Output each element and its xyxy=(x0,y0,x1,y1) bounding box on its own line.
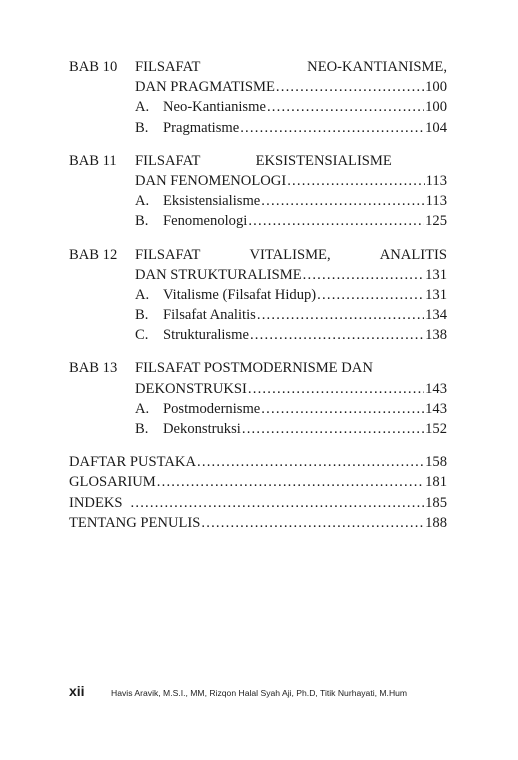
page-footer xyxy=(69,683,449,699)
dot-leader xyxy=(317,285,424,305)
section-letter: B. xyxy=(135,119,149,136)
toc-entry[interactable] xyxy=(69,265,447,285)
dot-leader xyxy=(242,419,424,439)
section-title: Vitalisme (Filsafat Hidup) xyxy=(163,286,317,303)
chapter-heading xyxy=(69,151,447,171)
toc-entry[interactable] xyxy=(69,379,447,399)
page-number: 181 xyxy=(425,474,447,491)
page-number: 134 xyxy=(425,307,447,324)
toc-entry[interactable] xyxy=(69,513,447,533)
chapter-title-word: ANALITIS xyxy=(379,246,447,263)
chapter-heading xyxy=(69,358,447,378)
dot-leader xyxy=(197,452,424,472)
page-number: 138 xyxy=(425,327,447,344)
page-number: 152 xyxy=(425,421,447,437)
page-number: 100 xyxy=(425,79,447,96)
section-title: Fenomenologi xyxy=(163,213,248,230)
section-letter: A. xyxy=(135,286,150,303)
chapter-title xyxy=(135,245,447,265)
toc-entry[interactable] xyxy=(69,171,447,191)
dot-leader xyxy=(131,493,425,513)
chapter-heading xyxy=(69,57,447,77)
page-number: 131 xyxy=(425,286,447,303)
section-letter: A. xyxy=(135,99,150,116)
section-letter: B. xyxy=(135,421,149,437)
toc-entry[interactable] xyxy=(69,452,447,472)
chapter-title-cont: DEKONSTRUKSI xyxy=(135,380,247,397)
dot-leader xyxy=(287,171,424,191)
back-matter-title: INDEKS xyxy=(69,494,123,511)
back-matter-title: DAFTAR PUSTAKA xyxy=(69,454,196,471)
toc-entry[interactable] xyxy=(69,472,447,492)
chapter-title-cont: DAN FENOMENOLOGI xyxy=(135,172,287,189)
section-letter: A. xyxy=(135,400,150,417)
dot-leader xyxy=(248,379,424,399)
page-folio: xii xyxy=(69,683,85,699)
dot-leader xyxy=(240,118,424,138)
toc-entry[interactable] xyxy=(69,97,447,117)
toc-entry[interactable] xyxy=(69,399,447,419)
toc-entry[interactable] xyxy=(69,211,447,231)
dot-leader xyxy=(261,399,424,419)
toc-entry[interactable] xyxy=(69,419,447,439)
back-matter-title: GLOSARIUM xyxy=(69,474,156,491)
chapter-title xyxy=(135,57,447,77)
section-letter: B. xyxy=(135,307,149,324)
section-title: Strukturalisme xyxy=(163,327,249,344)
toc-entry[interactable] xyxy=(69,118,447,138)
toc-entry[interactable] xyxy=(69,285,447,305)
chapter-title-cont: DAN STRUKTURALISME xyxy=(135,266,302,283)
dot-leader xyxy=(261,191,424,211)
section-title: Postmodernisme xyxy=(163,400,261,417)
chapter-title-word: FILSAFAT xyxy=(135,246,201,263)
page-number: 104 xyxy=(425,119,447,136)
page-number: 100 xyxy=(425,99,447,116)
toc-entry[interactable] xyxy=(69,191,447,211)
chapter-title-word: FILSAFAT xyxy=(135,152,201,169)
back-matter-title: TENTANG PENULIS xyxy=(69,514,201,531)
chapter-number: BAB 13 xyxy=(69,360,118,377)
dot-leader xyxy=(276,77,424,97)
chapter-title-word: FILSAFAT xyxy=(135,59,201,75)
chapter-title-word: EKSISTENSIALISME xyxy=(255,152,392,169)
page-number: 113 xyxy=(425,172,447,189)
table-of-contents xyxy=(69,57,447,533)
toc-entry[interactable] xyxy=(69,325,447,345)
toc-entry[interactable] xyxy=(69,77,447,97)
chapter-number: BAB 12 xyxy=(69,246,118,263)
page-number: 125 xyxy=(425,213,447,230)
dot-leader xyxy=(267,97,424,117)
page-number: 143 xyxy=(425,380,447,397)
section-title: Eksistensialisme xyxy=(163,193,261,210)
section-letter: B. xyxy=(135,213,149,230)
dot-leader xyxy=(303,265,424,285)
chapter-number: BAB 11 xyxy=(69,152,117,169)
running-footer-authors: Havis Aravik, M.S.I., MM, Rizqon Halal Syah Aji, Ph.D, Titik Nurhayati, M.Hum xyxy=(111,688,408,698)
page-number: 131 xyxy=(425,266,447,283)
section-title: Dekonstruksi xyxy=(163,421,241,437)
page-number: 188 xyxy=(425,514,447,531)
section-letter: A. xyxy=(135,193,150,210)
chapter-title: FILSAFAT POSTMODERNISME DAN xyxy=(135,360,373,377)
dot-leader xyxy=(201,513,424,533)
toc-entry[interactable] xyxy=(69,305,447,325)
chapter-number: BAB 10 xyxy=(69,59,118,75)
page-number: 158 xyxy=(425,454,447,471)
chapter-heading xyxy=(69,245,447,265)
section-title: Pragmatisme xyxy=(163,119,240,136)
chapter-title-word: VITALISME, xyxy=(249,246,331,263)
chapter-title-word: NEO-KANTIANISME, xyxy=(307,59,447,75)
dot-leader xyxy=(257,305,424,325)
section-letter: C. xyxy=(135,327,149,344)
section-title: Neo-Kantianisme xyxy=(163,99,266,116)
toc-entry[interactable] xyxy=(69,493,447,513)
chapter-title-cont: DAN PRAGMATISME xyxy=(135,79,275,96)
dot-leader xyxy=(248,211,424,231)
page-number: 143 xyxy=(425,400,447,417)
section-title: Filsafat Analitis xyxy=(163,307,256,324)
chapter-title xyxy=(135,151,447,171)
page-number: 113 xyxy=(425,193,447,210)
page-number: 185 xyxy=(425,494,447,511)
dot-leader xyxy=(250,325,424,345)
dot-leader xyxy=(157,472,424,492)
